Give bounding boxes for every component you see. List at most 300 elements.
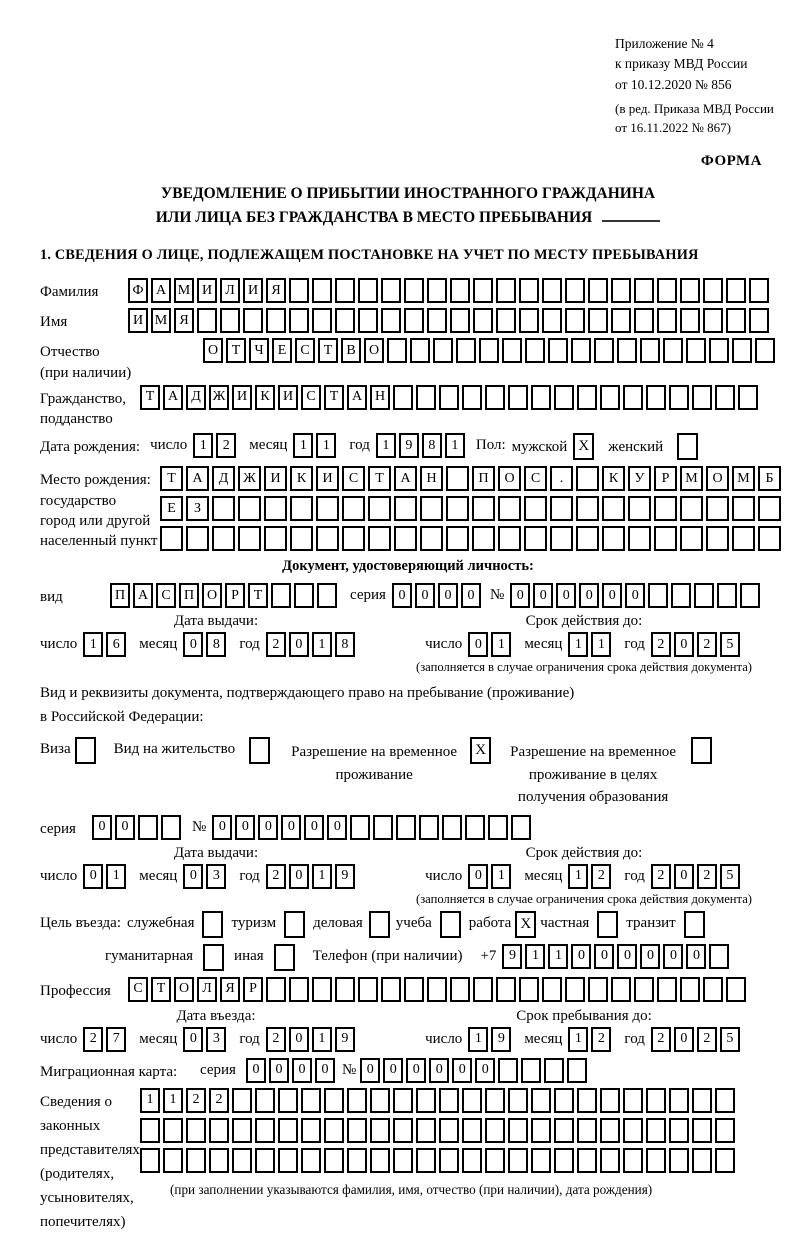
purpose-transit-checkbox[interactable] [684,911,705,938]
char-cell[interactable] [706,496,729,521]
char-cell[interactable] [347,1088,367,1113]
temp-residence-checkbox[interactable]: X [470,737,491,764]
char-cell[interactable]: 2 [651,864,671,889]
char-cell[interactable] [140,1148,160,1173]
char-cell[interactable] [571,338,591,363]
char-cell[interactable]: А [394,466,417,491]
char-cell[interactable]: 0 [674,1027,694,1052]
char-cell[interactable] [576,496,599,521]
char-cell[interactable] [462,1118,482,1143]
char-cell[interactable] [694,583,714,608]
char-cell[interactable] [542,308,562,333]
char-cell[interactable] [420,526,443,551]
char-cell[interactable] [197,308,217,333]
purpose-study-checkbox[interactable] [440,911,461,938]
char-cell[interactable] [335,977,355,1002]
char-cell[interactable] [278,1088,298,1113]
char-cell[interactable]: 2 [83,1027,103,1052]
char-cell[interactable]: П [472,466,495,491]
temp-residence-education-checkbox[interactable] [691,737,712,764]
char-cell[interactable]: 0 [640,944,660,969]
char-cell[interactable] [462,1088,482,1113]
char-cell[interactable] [396,815,416,840]
char-cell[interactable] [410,338,430,363]
char-cell[interactable] [404,977,424,1002]
char-cell[interactable] [472,496,495,521]
char-cell[interactable] [703,308,723,333]
char-cell[interactable] [358,977,378,1002]
char-cell[interactable]: Ф [128,278,148,303]
char-cell[interactable]: Н [370,385,390,410]
char-cell[interactable] [525,338,545,363]
char-cell[interactable]: 0 [674,632,694,657]
char-cell[interactable] [588,977,608,1002]
char-cell[interactable] [324,1088,344,1113]
char-cell[interactable] [680,278,700,303]
char-cell[interactable]: П [110,583,130,608]
char-cell[interactable] [554,385,574,410]
char-cell[interactable]: А [347,385,367,410]
char-cell[interactable] [446,526,469,551]
char-cell[interactable]: 0 [183,1027,203,1052]
char-cell[interactable] [427,308,447,333]
char-cell[interactable] [496,278,516,303]
char-cell[interactable]: 9 [502,944,522,969]
char-cell[interactable]: 0 [579,583,599,608]
char-cell[interactable] [266,308,286,333]
char-cell[interactable]: О [202,583,222,608]
char-cell[interactable] [531,1118,551,1143]
char-cell[interactable]: Т [140,385,160,410]
char-cell[interactable] [264,526,287,551]
visa-checkbox[interactable] [75,737,96,764]
char-cell[interactable]: 1 [293,433,313,458]
char-cell[interactable] [686,338,706,363]
char-cell[interactable]: 1 [140,1088,160,1113]
char-cell[interactable] [427,977,447,1002]
char-cell[interactable]: М [174,278,194,303]
char-cell[interactable] [427,278,447,303]
char-cell[interactable]: Е [272,338,292,363]
char-cell[interactable]: И [128,308,148,333]
char-cell[interactable]: 0 [83,864,103,889]
char-cell[interactable] [416,1088,436,1113]
char-cell[interactable] [709,944,729,969]
char-cell[interactable] [726,308,746,333]
char-cell[interactable]: 1 [591,632,611,657]
char-cell[interactable] [600,1088,620,1113]
char-cell[interactable] [439,385,459,410]
char-cell[interactable] [594,338,614,363]
char-cell[interactable] [588,278,608,303]
char-cell[interactable]: Л [197,977,217,1002]
char-cell[interactable] [646,1148,666,1173]
char-cell[interactable] [531,1148,551,1173]
char-cell[interactable] [238,496,261,521]
char-cell[interactable]: 2 [216,433,236,458]
char-cell[interactable]: 8 [422,433,442,458]
char-cell[interactable] [278,1118,298,1143]
char-cell[interactable] [680,526,703,551]
char-cell[interactable] [548,338,568,363]
char-cell[interactable]: С [295,338,315,363]
char-cell[interactable] [370,1118,390,1143]
char-cell[interactable] [680,977,700,1002]
char-cell[interactable] [740,583,760,608]
char-cell[interactable] [680,496,703,521]
char-cell[interactable]: Р [225,583,245,608]
char-cell[interactable] [554,1118,574,1143]
char-cell[interactable] [524,526,547,551]
char-cell[interactable] [485,1118,505,1143]
char-cell[interactable] [531,1088,551,1113]
char-cell[interactable] [511,815,531,840]
char-cell[interactable] [550,526,573,551]
char-cell[interactable]: 1 [468,1027,488,1052]
char-cell[interactable] [623,1088,643,1113]
char-cell[interactable] [502,338,522,363]
char-cell[interactable] [508,385,528,410]
char-cell[interactable] [255,1088,275,1113]
char-cell[interactable] [264,496,287,521]
char-cell[interactable]: 2 [697,864,717,889]
char-cell[interactable]: А [186,466,209,491]
char-cell[interactable]: А [163,385,183,410]
char-cell[interactable]: 8 [206,632,226,657]
char-cell[interactable]: 2 [266,632,286,657]
char-cell[interactable] [646,1088,666,1113]
char-cell[interactable]: 9 [399,433,419,458]
char-cell[interactable] [732,496,755,521]
char-cell[interactable]: 0 [212,815,232,840]
char-cell[interactable] [290,496,313,521]
char-cell[interactable] [450,278,470,303]
char-cell[interactable] [634,308,654,333]
char-cell[interactable]: 0 [360,1058,380,1083]
char-cell[interactable]: Т [368,466,391,491]
char-cell[interactable]: Т [160,466,183,491]
char-cell[interactable] [680,308,700,333]
char-cell[interactable] [324,1148,344,1173]
char-cell[interactable] [738,385,758,410]
char-cell[interactable]: 0 [289,1027,309,1052]
char-cell[interactable]: 0 [556,583,576,608]
char-cell[interactable] [634,278,654,303]
char-cell[interactable]: . [550,466,573,491]
char-cell[interactable] [220,308,240,333]
char-cell[interactable]: Т [151,977,171,1002]
char-cell[interactable] [508,1148,528,1173]
char-cell[interactable] [416,1148,436,1173]
char-cell[interactable] [706,526,729,551]
char-cell[interactable]: И [316,466,339,491]
char-cell[interactable] [163,1148,183,1173]
char-cell[interactable]: 0 [292,1058,312,1083]
char-cell[interactable] [316,526,339,551]
char-cell[interactable] [550,496,573,521]
char-cell[interactable] [623,1148,643,1173]
char-cell[interactable]: К [290,466,313,491]
char-cell[interactable] [387,338,407,363]
char-cell[interactable]: 0 [258,815,278,840]
char-cell[interactable]: Р [654,466,677,491]
char-cell[interactable]: 0 [452,1058,472,1083]
char-cell[interactable] [715,385,735,410]
char-cell[interactable] [324,1118,344,1143]
char-cell[interactable]: 8 [335,632,355,657]
char-cell[interactable] [312,977,332,1002]
char-cell[interactable] [271,583,291,608]
char-cell[interactable] [209,1118,229,1143]
char-cell[interactable] [508,1118,528,1143]
char-cell[interactable]: 0 [289,632,309,657]
char-cell[interactable]: 0 [392,583,412,608]
char-cell[interactable] [442,815,462,840]
char-cell[interactable] [669,1148,689,1173]
char-cell[interactable] [577,1148,597,1173]
char-cell[interactable] [758,496,781,521]
char-cell[interactable] [465,815,485,840]
char-cell[interactable]: 9 [335,1027,355,1052]
char-cell[interactable] [646,1118,666,1143]
char-cell[interactable] [301,1088,321,1113]
char-cell[interactable] [381,977,401,1002]
char-cell[interactable] [289,977,309,1002]
char-cell[interactable]: 0 [383,1058,403,1083]
char-cell[interactable]: У [628,466,651,491]
char-cell[interactable]: 1 [193,433,213,458]
purpose-official-checkbox[interactable] [202,911,223,938]
purpose-private-checkbox[interactable] [597,911,618,938]
char-cell[interactable] [393,1088,413,1113]
char-cell[interactable] [602,496,625,521]
char-cell[interactable] [186,1148,206,1173]
char-cell[interactable] [726,977,746,1002]
char-cell[interactable] [617,338,637,363]
char-cell[interactable] [623,385,643,410]
char-cell[interactable] [312,308,332,333]
char-cell[interactable] [358,308,378,333]
char-cell[interactable] [416,385,436,410]
char-cell[interactable]: 0 [461,583,481,608]
char-cell[interactable]: 0 [468,864,488,889]
char-cell[interactable]: 2 [591,1027,611,1052]
char-cell[interactable] [472,526,495,551]
char-cell[interactable] [393,1118,413,1143]
char-cell[interactable] [715,1148,735,1173]
char-cell[interactable]: О [203,338,223,363]
char-cell[interactable]: Н [420,466,443,491]
char-cell[interactable] [657,308,677,333]
char-cell[interactable]: 0 [304,815,324,840]
char-cell[interactable] [531,385,551,410]
char-cell[interactable] [692,1088,712,1113]
char-cell[interactable] [370,1088,390,1113]
char-cell[interactable]: 2 [697,1027,717,1052]
char-cell[interactable] [717,583,737,608]
char-cell[interactable]: М [732,466,755,491]
char-cell[interactable] [496,977,516,1002]
char-cell[interactable] [576,526,599,551]
char-cell[interactable]: 1 [312,864,332,889]
char-cell[interactable] [588,308,608,333]
char-cell[interactable] [611,308,631,333]
char-cell[interactable] [485,385,505,410]
char-cell[interactable]: 0 [289,864,309,889]
char-cell[interactable]: 0 [533,583,553,608]
char-cell[interactable] [519,278,539,303]
char-cell[interactable] [611,977,631,1002]
char-cell[interactable]: О [498,466,521,491]
char-cell[interactable] [370,1148,390,1173]
char-cell[interactable] [521,1058,541,1083]
char-cell[interactable] [404,308,424,333]
char-cell[interactable] [749,278,769,303]
char-cell[interactable]: 9 [335,864,355,889]
char-cell[interactable]: О [364,338,384,363]
char-cell[interactable] [456,338,476,363]
char-cell[interactable]: 1 [83,632,103,657]
char-cell[interactable]: 0 [327,815,347,840]
char-cell[interactable] [462,1148,482,1173]
char-cell[interactable]: Т [324,385,344,410]
char-cell[interactable]: 1 [568,632,588,657]
char-cell[interactable]: Я [266,278,286,303]
char-cell[interactable] [381,308,401,333]
char-cell[interactable]: 0 [92,815,112,840]
char-cell[interactable] [663,338,683,363]
char-cell[interactable] [446,496,469,521]
char-cell[interactable]: 5 [720,1027,740,1052]
char-cell[interactable] [628,526,651,551]
char-cell[interactable] [554,1148,574,1173]
char-cell[interactable]: И [278,385,298,410]
char-cell[interactable]: 1 [445,433,465,458]
char-cell[interactable] [255,1118,275,1143]
char-cell[interactable]: 9 [491,1027,511,1052]
char-cell[interactable]: 0 [406,1058,426,1083]
char-cell[interactable]: 0 [429,1058,449,1083]
char-cell[interactable] [692,1118,712,1143]
char-cell[interactable]: Л [220,278,240,303]
char-cell[interactable] [577,385,597,410]
char-cell[interactable]: 0 [183,632,203,657]
char-cell[interactable]: 2 [266,1027,286,1052]
char-cell[interactable] [450,977,470,1002]
char-cell[interactable]: 0 [686,944,706,969]
residence-permit-checkbox[interactable] [249,737,270,764]
char-cell[interactable] [657,977,677,1002]
char-cell[interactable] [640,338,660,363]
char-cell[interactable] [623,1118,643,1143]
char-cell[interactable]: 0 [115,815,135,840]
char-cell[interactable]: 2 [591,864,611,889]
char-cell[interactable]: 5 [720,632,740,657]
char-cell[interactable] [289,308,309,333]
char-cell[interactable] [485,1088,505,1113]
char-cell[interactable] [576,466,599,491]
char-cell[interactable]: Ч [249,338,269,363]
char-cell[interactable] [335,278,355,303]
char-cell[interactable]: 0 [510,583,530,608]
purpose-business-checkbox[interactable] [369,911,390,938]
char-cell[interactable] [138,815,158,840]
char-cell[interactable]: 2 [266,864,286,889]
char-cell[interactable]: 0 [674,864,694,889]
char-cell[interactable] [238,526,261,551]
char-cell[interactable]: А [151,278,171,303]
char-cell[interactable] [669,1118,689,1143]
char-cell[interactable] [433,338,453,363]
char-cell[interactable] [394,496,417,521]
char-cell[interactable] [316,496,339,521]
char-cell[interactable] [602,526,625,551]
char-cell[interactable] [368,526,391,551]
char-cell[interactable] [160,526,183,551]
char-cell[interactable] [140,1118,160,1143]
char-cell[interactable] [654,496,677,521]
char-cell[interactable]: 2 [697,632,717,657]
char-cell[interactable]: 0 [625,583,645,608]
char-cell[interactable]: 5 [720,864,740,889]
char-cell[interactable]: 3 [206,1027,226,1052]
char-cell[interactable] [726,278,746,303]
char-cell[interactable]: 1 [316,433,336,458]
purpose-tourism-checkbox[interactable] [284,911,305,938]
char-cell[interactable] [577,1118,597,1143]
char-cell[interactable] [404,278,424,303]
char-cell[interactable] [628,496,651,521]
char-cell[interactable] [450,308,470,333]
char-cell[interactable] [565,308,585,333]
char-cell[interactable] [519,977,539,1002]
char-cell[interactable]: 0 [246,1058,266,1083]
char-cell[interactable]: 2 [186,1088,206,1113]
char-cell[interactable]: М [151,308,171,333]
char-cell[interactable] [565,977,585,1002]
char-cell[interactable] [657,278,677,303]
char-cell[interactable]: Р [243,977,263,1002]
char-cell[interactable]: 1 [568,864,588,889]
char-cell[interactable] [278,1148,298,1173]
char-cell[interactable] [473,308,493,333]
char-cell[interactable]: С [156,583,176,608]
char-cell[interactable] [732,526,755,551]
char-cell[interactable]: 0 [415,583,435,608]
char-cell[interactable] [232,1118,252,1143]
char-cell[interactable]: С [301,385,321,410]
sex-female-checkbox[interactable] [677,433,698,460]
char-cell[interactable] [669,1088,689,1113]
char-cell[interactable] [347,1118,367,1143]
char-cell[interactable]: 0 [438,583,458,608]
char-cell[interactable] [611,278,631,303]
char-cell[interactable] [186,526,209,551]
char-cell[interactable] [335,308,355,333]
char-cell[interactable] [565,278,585,303]
char-cell[interactable] [358,278,378,303]
char-cell[interactable]: 1 [491,632,511,657]
char-cell[interactable]: 1 [106,864,126,889]
char-cell[interactable] [485,1148,505,1173]
char-cell[interactable]: Ж [238,466,261,491]
char-cell[interactable] [473,977,493,1002]
char-cell[interactable] [634,977,654,1002]
char-cell[interactable] [654,526,677,551]
char-cell[interactable]: Т [248,583,268,608]
char-cell[interactable]: С [342,466,365,491]
char-cell[interactable]: 0 [315,1058,335,1083]
